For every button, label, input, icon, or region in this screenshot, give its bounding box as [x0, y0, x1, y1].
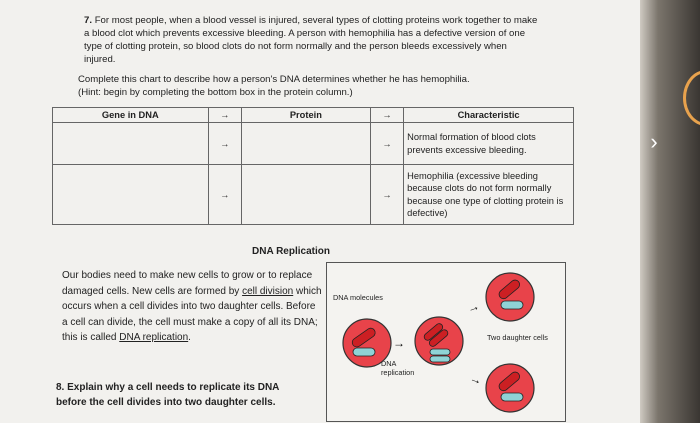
dna-replication-title: DNA Replication: [252, 246, 330, 257]
label-two-daughter-cells: Two daughter cells: [487, 333, 548, 342]
header-arrow-2: →: [370, 108, 403, 123]
protein-cell-normal[interactable]: [241, 123, 370, 165]
protein-cell-hemophilia[interactable]: [241, 165, 370, 225]
chart-instructions: [78, 73, 548, 99]
term-cell-division: cell division: [242, 285, 294, 297]
question-7-number: 7.: [84, 15, 93, 26]
label-dna-replication-1: DNA: [381, 359, 397, 368]
header-protein: Protein: [241, 108, 370, 123]
characteristic-normal: Normal formation of blood clots prevents excessive bleeding.: [404, 123, 574, 165]
gene-cell-normal[interactable]: [53, 123, 209, 165]
device-edge: [640, 0, 700, 423]
label-dna-replication-2: replication: [381, 368, 415, 377]
question-8-line-1: 8. Explain why a cell needs to replicate its DNA: [56, 382, 280, 393]
instructions-line-1: Complete this chart to describe how a person's DNA determines whether he has hemophilia.: [78, 74, 470, 85]
chart-row-hemophilia: [53, 165, 574, 225]
header-gene: Gene in DNA: [53, 108, 209, 123]
chevron-right-icon[interactable]: ›: [650, 129, 658, 154]
header-characteristic: Characteristic: [404, 108, 574, 123]
dna-replication-paragraph: [62, 268, 322, 346]
daughter-cell-top: [486, 273, 534, 321]
arrow-icon: →: [393, 336, 405, 350]
chart-row-normal: [53, 123, 574, 165]
question-7: [84, 14, 539, 66]
chart-header-row: [53, 108, 574, 123]
term-dna-replication: DNA replication: [119, 332, 189, 343]
header-arrow-1: →: [208, 108, 241, 123]
daughter-cell-bottom: [486, 364, 534, 412]
replicating-cell: [415, 317, 463, 365]
question-7-text: For most people, when a blood vessel is injured, several types of clotting proteins work together to make a blood clot which prevents excessive bleeding. A person with hemophilia has a defective version of one type of clotting protein, so blood clots do not form normally and the person bleeds excessively when injured.: [84, 15, 538, 65]
hemophilia-chart: [52, 107, 574, 225]
arrow-icon: →: [208, 123, 241, 165]
question-8: [56, 380, 326, 410]
dna-replication-diagram: [326, 262, 566, 422]
arrow-icon: →: [370, 123, 403, 165]
arrow-icon: →: [465, 298, 482, 316]
characteristic-hemophilia: Hemophilia (excessive bleeding because clots do not form normally because one type of clotting protein is defective): [404, 165, 574, 225]
arrow-icon: →: [208, 165, 241, 225]
diagram-drawing: [327, 263, 565, 421]
instructions-line-2: (Hint: begin by completing the bottom box in the protein column.): [78, 87, 353, 98]
paragraph-part-2: which occurs when a cell divides into two daughter cells. Before a cell can divide, the cell must make a copy of all its DNA; this is called: [62, 285, 322, 343]
paragraph-end: .: [188, 332, 191, 343]
parent-cell: [343, 319, 391, 367]
arrow-icon: →: [370, 165, 403, 225]
label-dna-molecules: DNA molecules: [333, 293, 383, 302]
paragraph-part-1: Our bodies need to make new cells to grow or to replace damaged cells. New cells are formed by: [62, 270, 313, 297]
arrow-icon: →: [467, 370, 485, 388]
gene-cell-hemophilia[interactable]: [53, 165, 209, 225]
question-8-line-2: before the cell divides into two daughter cells.: [56, 397, 276, 408]
